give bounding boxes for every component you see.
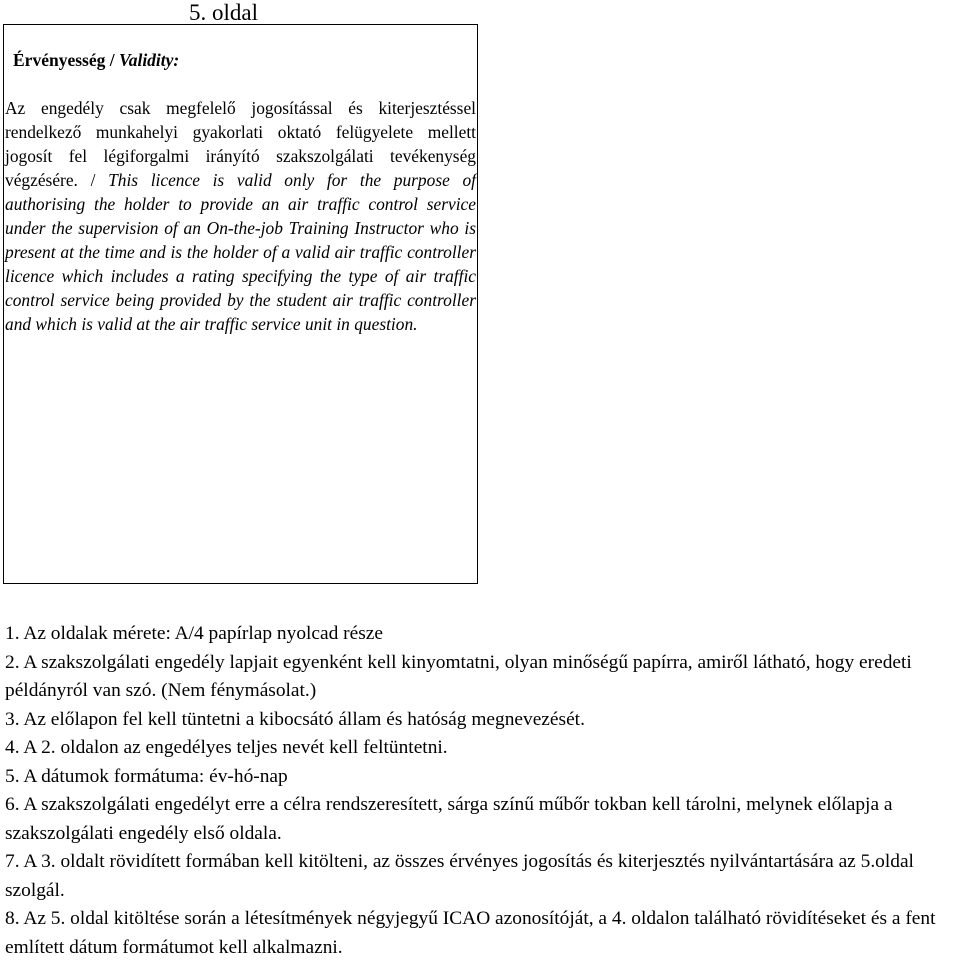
note-item: 8. Az 5. oldal kitöltése során a létesítmények négyjegyű ICAO azonosítóját, a 4. oldalon található rövidítéseket és a fent említett dátum formátumot kell alkalmazni.	[5, 908, 936, 958]
validity-text-en: This licence is valid only for the purpose of authorising the holder to provide an air traffic control service under the supervision of an On-the-job Training Instructor who is present at the time and is the holder of a valid air traffic controller licence which includes a rating specifying the type of air traffic control service being provided by the student air traffic controller and which is valid at the air traffic service unit in question.	[5, 170, 477, 334]
note-item: 7. A 3. oldalt rövidített formában kell kitölteni, az összes érvényes jogosítás és kiterjesztés nyilvántartására az 5.oldal szolgál.	[5, 851, 914, 901]
note-item: 1. Az oldalak mérete: A/4 papírlap nyolcad része	[5, 623, 383, 644]
notes-list	[5, 620, 958, 962]
validity-heading	[13, 49, 179, 71]
validity-text-hu: Az engedély csak megfelelő jogosítással és kiterjesztéssel rendelkező munkahelyi gyakorlati oktató felügyelete mellett jogosít fel légiforgalmi irányító szakszolgálati tevékenység végzésére.	[5, 98, 476, 190]
note-item: 2. A szakszolgálati engedély lapjait egyenként kell kinyomtatni, olyan minőségű papírra, amiről látható, hogy eredeti példányról van szó. (Nem fénymásolat.)	[5, 651, 912, 701]
validity-heading-en: Validity:	[118, 50, 180, 70]
validity-text	[5, 96, 476, 336]
validity-heading-hu: Érvényesség /	[13, 50, 115, 70]
validity-separator: /	[77, 170, 109, 190]
note-item: 6. A szakszolgálati engedélyt erre a célra rendszeresített, sárga színű műbőr tokban kell tárolni, melynek előlapja a szakszolgálati engedély első oldala.	[5, 794, 893, 844]
note-item: 3. Az előlapon fel kell tüntetni a kibocsátó állam és hatóság megnevezését.	[5, 708, 585, 730]
note-item: 5. A dátumok formátuma: év-hó-nap	[5, 765, 288, 787]
page-number: 5. oldal	[189, 0, 258, 25]
note-item: 4. A 2. oldalon az engedélyes teljes nevét kell feltüntetni.	[5, 737, 448, 758]
